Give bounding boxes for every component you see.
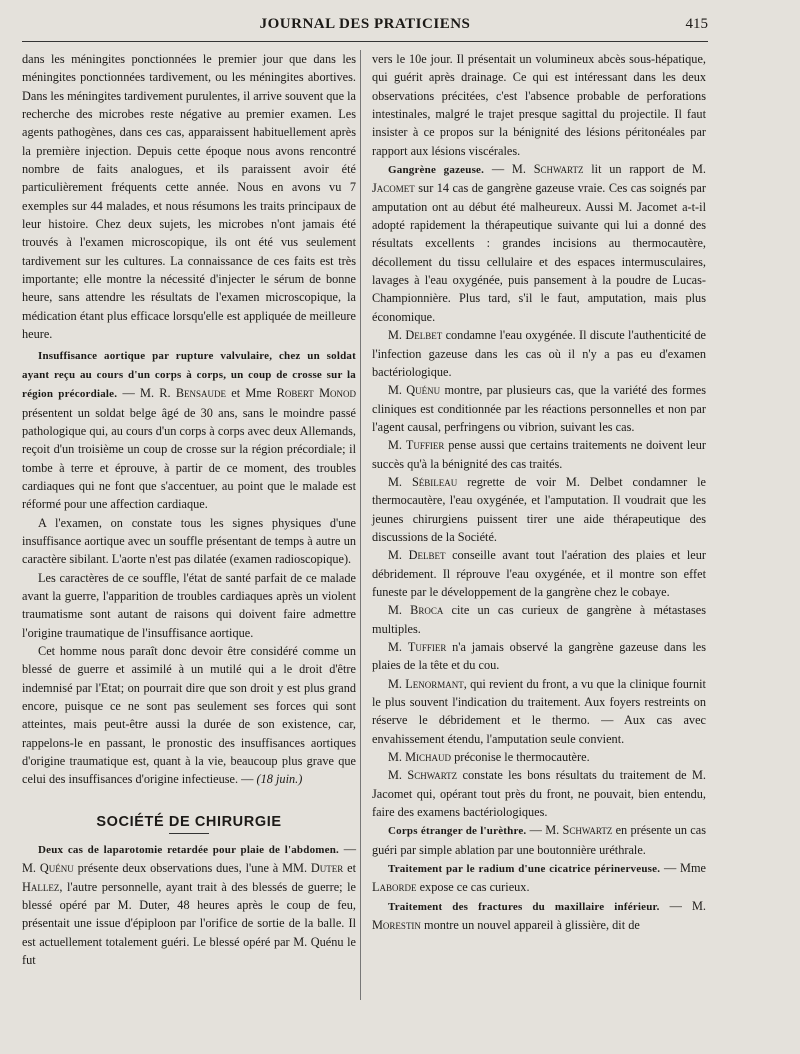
author-name: Schwartz [533,162,584,177]
paragraph: A l'examen, on constate tous les signes physiques d'une insuffisance aortique avec un souffle présentant de temps à autre un caractère sibilant. L'aorte n'est pas dilatée (examen radioscopique). [22,515,356,567]
paragraph-urethra: Corps étranger de l'urèthre. — M. Schwartz en présente un cas guéri par simple ablation par une boutonnière uréthrale. [372,823,707,857]
article-heading: Corps étranger de l'urèthre. [388,825,527,838]
paragraph-aortic: Insuffisance aortique par rupture valvulaire, chez un soldat ayant reçu au cours d'un corps à corps, un coup de crosse sur la région précordiale. — M. R. Bensaude et Mme Robert Monod présentent un soldat belge âgé de 30 ans, sans le moindre passé pathologique qui, au cours d'un corps à corps avec deux Allemands, reçoit d'un troisième un coup de crosse sur la région précordiale; il tombe à terre et éprouve, à partir de ce moment, des troubles cardiaques qui ne font que s'accentuer, au point que le malade est réformé pour une affection cardiaque. [22,349,356,512]
paragraph-radium: Traitement par le radium d'une cicatrice périnerveuse. — Mme Laborde expose ce cas curieux. [372,861,707,895]
author-name: Schwartz [407,768,458,783]
author-name: Morestin [372,918,421,933]
author-name: Quénu [39,861,74,876]
article-heading: Traitement des fractures du maxillaire inférieur. [388,900,660,913]
paragraph: Cet homme nous paraît donc devoir être considéré comme un blessé de guerre et assimilé à un mutilé qui a le droit d'être indemnisé par l'Etat; on pourrait dire que son droit y est plus grand encore, puisque ce ne sont pas seulement ses forces qui sont atteintes, mais peut-être aussi la durée de son existence, car, rappelons-le en passant, le pronostic des insuffisances aortiques d'origine traumatique est, quant à la vie, beaucoup plus grave que celui des insuffisances d'origine infectieuse. — (18 juin.) [22,644,356,787]
page-header [22,14,708,36]
section-rule [169,833,209,834]
author-name: Broca [410,603,444,618]
page-number: 415 [685,16,708,32]
date: (18 juin.) [256,772,303,787]
article-heading: Traitement par le radium d'une cicatrice périnerveuse. [388,863,661,876]
header-rule [22,41,708,42]
paragraph: M. Delbet condamne l'eau oxygénée. Il discute l'authenticité de l'infection gazeuse dans les cas où il n'y a pas eu d'examen bactériologique. [372,328,706,379]
author-name: Tuffier [407,640,447,654]
author-name: Jacomet [372,181,415,196]
paragraph-gangrene: Gangrène gazeuse. — M. Schwartz lit un rapport de M. Jacomet sur 14 cas de gangrène gazeuse vraie. Ces cas soignés par amputation ont au début été malheureux. Aussi M. Jacomet a-t-il adopté rapidement la thérapeutique suivante qui lui a donné des résultats excellents : grandes incisions au thermocautère, décollement du tissu cellulaire et des espaces intermusculaires, lavages à l'eau oxygénée, puis pansement à la poudre de Lucas-Championnière. Plus tard, s'il le faut, amputation, mais plus économique. [372,162,706,324]
left-column [22,50,356,970]
author-name: Laborde [372,880,417,895]
author-name: Delbet [408,548,446,563]
paragraph-maxillary: Traitement des fractures du maxillaire inférieur. — M. Morestin montre un nouvel appareil à glissière, dit de [372,898,706,933]
paragraph: M. Sébileau regrette de voir M. Delbet condamner le thermocautère, l'eau oxygénée, et l'amputation. Il voudrait que les jeunes chirurgiens puissent tirer une aide thérapeutique des discussions de la Société. [372,474,706,544]
paragraph: M. Tuffier pense aussi que certains traitements ne doivent leur succès qu'à la bénignité des cas traités. [372,438,706,471]
author-name: Tuffier [405,438,445,453]
author-name: Michaud [405,750,452,765]
paragraph: M. Quénu montre, par plusieurs cas, que la variété des formes cliniques est conditionnée par les réactions personnelles et non par l'agent causal, perfringens ou vibrion, suivant les cas. [372,383,706,434]
paragraph: dans les méningites ponctionnées le premier jour que dans les méningites ponctionnées tardivement, ou les méningites abortives. Dans les méningites tardivement purulentes, il arrive souvent que la recherche des microbes reste négative au premier examen. Les agents pathogènes, dans ces cas, apparaissent habituellement après la première injection. Depuis cette époque nous avons rencontré nombre de faits analogues, et ils paraissent avoir été particulièrement fréquents cette année. Nous en avons vu 7 exemples sur 44 malades, et nous résumons les traits principaux de leur histoire. Chez deux sujets, les microbes n'ont jamais été trouvés à l'examen microscopique, ils ont été vus seulement tardivement sur les cultures. La connaissance de ces faits est très importante; elle montre la nécessité d'injecter le sérum de bonne heure, sans attendre les résultats de l'examen microscopique, la médication étant plus efficace lorsqu'elle est appliquée de meilleure heure. [22,52,356,342]
author-name: Duter [310,861,344,876]
author-name: Hallez [22,879,60,894]
paragraph: M. Schwartz constate les bons résultats du traitement de M. Jacomet qui, opérant tout près du front, ne pouvait, bien entendu, faire des examens bactériologiques. [372,768,706,820]
article-heading: Insuffisance aortique par rupture valvulaire, chez un soldat ayant reçu au cours d'un corps à corps, un coup de crosse sur la région précordiale. [22,349,356,401]
article-heading: Gangrène gazeuse. [388,164,485,177]
paragraph: vers le 10e jour. Il présentait un volumineux abcès sous-hépatique, qui guérit après drainage. Ce qui est intéressant dans les deux observations précitées, c'est l'absence probable de perforations intestinales, malgré le trajet presque sagittal du projectile. Il faut insister à ce propos sur la bénignité des lésions péritonéales par rapport aux lésions viscérales. [372,52,706,158]
paragraph: M. Lenormant, qui revient du front, a vu que la clinique fournit le plus souvent l'indication du traitement. Aux foyers restreints on réserve le débridement et le thermo. — Aux cas avec envahissement étendu, l'amputation seule convient. [372,676,706,746]
author-name: Robert Monod [276,386,356,401]
paragraph: M. Michaud préconise le thermocautère. [388,750,590,765]
journal-title: JOURNAL DES PRATICIENS [259,16,471,32]
author-name: Delbet [405,328,443,343]
author-name: Schwartz [562,823,613,838]
paragraph: M. Broca cite un cas curieux de gangrène à métastases multiples. [372,603,706,636]
article-heading: Deux cas de laparotomie retardée pour plaie de l'abdomen. [38,844,339,857]
right-column [372,50,706,935]
paragraph-laparotomy: Deux cas de laparotomie retardée pour plaie de l'abdomen. — M. Quénu présente deux observations dues, l'une à MM. Duter et Hallez, l'autre personnelle, ayant trait à des blessés de guerre; le blessé opéré par M. Duter, 48 heures après le coup de feu, présentait une issue d'épiploon par l'orifice de sortie de la balle. Il est actuellement totalement guéri. Le blessé opéré par M. Quénu le fut [22,842,356,968]
section-heading: SOCIÉTÉ DE CHIRURGIE [96,813,282,830]
paragraph: M. Tuffier n'a jamais observé la gangrène gazeuse dans les plaies de la tête et du cou. [372,640,706,673]
column-divider [360,50,361,1000]
paragraph: M. Delbet conseille avant tout l'aération des plaies et leur débridement. Il réprouve l'eau oxygénée, et il montre son effet funeste par le développement de la gangrène chez le cobaye. [372,548,706,599]
author-name: Sébileau [411,474,458,489]
author-name: Lenormant [405,676,464,691]
author-name: Quénu [406,383,441,398]
paragraph: Les caractères de ce souffle, l'état de santé parfait de ce malade avant la guerre, l'apparition de troubles cardiaques après un violent traumatisme sont autant de raisons qui doivent faire admettre l'origine traumatique de l'insuffisance aortique. [22,570,356,640]
author-name: Bensaude [175,386,227,401]
